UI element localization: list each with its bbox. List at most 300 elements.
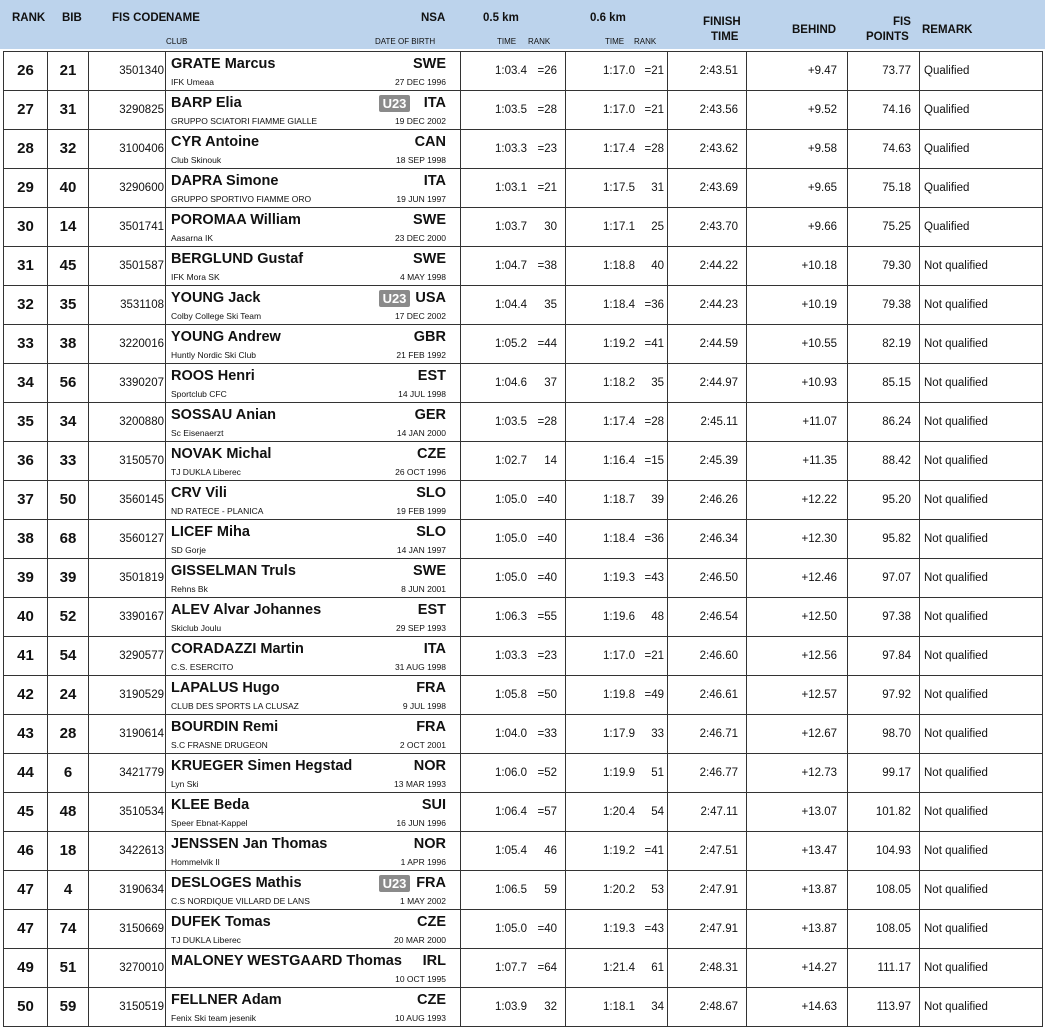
rank-cell: 40 [4,598,48,636]
table-row [3,286,1043,325]
column-divider [919,598,920,636]
split1-time: 1:05.8 [495,689,527,701]
column-divider [746,676,747,714]
column-divider [565,559,566,597]
bib-cell: 48 [48,793,89,831]
bib-cell: 28 [48,715,89,753]
club-name: Lyn Ski [171,779,199,789]
athlete-name: CYR Antoine [171,134,260,150]
finish-time: 2:47.11 [700,806,738,818]
table-row [3,247,1043,286]
split1-rank: 35 [544,299,557,311]
club-name: SD Gorje [171,545,206,555]
header-split2-rank: RANK [634,37,657,46]
u23-badge: U23 [379,95,410,112]
fis-points: 97.38 [882,611,911,623]
column-divider [460,364,461,402]
split1-time: 1:04.7 [495,260,527,272]
rank-cell: 27 [4,91,48,129]
nsa-code: EST [417,602,446,618]
fis-points: 97.92 [882,689,911,701]
split1-time: 1:03.3 [495,143,527,155]
split1-rank: =28 [537,416,557,428]
bib-cell: 24 [48,676,89,714]
split1-rank: 30 [544,221,557,233]
column-divider [746,871,747,909]
rank-cell: 46 [4,832,48,870]
split2-rank: =15 [644,455,664,467]
column-divider [565,364,566,402]
behind-time: +10.18 [801,260,837,272]
nsa-code: ITA [423,95,446,111]
column-divider [460,481,461,519]
fis-points: 95.82 [882,533,911,545]
split2-time: 1:20.4 [603,806,635,818]
finish-time: 2:45.11 [700,416,738,428]
table-row [3,520,1043,559]
nsa-code: NOR [413,836,446,852]
table-row [3,598,1043,637]
column-divider [460,169,461,207]
split1-time: 1:05.2 [495,338,527,350]
finish-time: 2:44.59 [699,338,738,350]
split1-time: 1:05.4 [495,845,527,857]
club-name: IFK Umeaa [171,77,214,87]
behind-time: +13.87 [801,923,837,935]
behind-time: +9.47 [807,65,837,77]
fis-points: 97.07 [882,572,911,584]
rank-cell: 26 [4,52,48,90]
table-row [3,832,1043,871]
nsa-code: CZE [417,992,446,1008]
column-divider [165,715,166,753]
club-name: ND RATECE - PLANICA [171,506,264,516]
column-divider [165,988,166,1026]
column-divider [565,325,566,363]
column-divider [919,832,920,870]
behind-time: +12.67 [801,728,837,740]
club-name: Hommelvik Il [171,857,220,867]
column-divider [460,910,461,948]
split1-rank: 59 [544,884,557,896]
column-divider [565,208,566,246]
header-split2-time: TIME [605,37,625,46]
bib-cell: 45 [48,247,89,285]
table-header [0,0,1045,49]
column-divider [746,325,747,363]
nsa-code: CZE [417,914,446,930]
fis-code-cell: 3421779 [119,767,164,779]
column-divider [746,52,747,90]
split1-rank: =55 [537,611,557,623]
fis-points: 74.63 [882,143,911,155]
date-of-birth: 31 AUG 1998 [394,662,446,672]
date-of-birth: 4 MAY 1998 [400,272,446,282]
rank-cell: 45 [4,793,48,831]
fis-points: 111.17 [877,962,911,974]
finish-time: 2:46.61 [699,689,738,701]
column-divider [919,52,920,90]
table-row [3,403,1043,442]
athlete-name: GISSELMAN Truls [171,563,296,579]
column-divider [460,442,461,480]
nsa-code: SLO [416,524,446,540]
bib-cell: 21 [48,52,89,90]
results-table [3,51,1043,1027]
column-divider [919,364,920,402]
finish-time: 2:46.26 [699,494,738,506]
date-of-birth: 27 DEC 1996 [394,77,446,87]
column-divider [919,403,920,441]
column-divider [165,520,166,558]
finish-time: 2:43.69 [699,182,738,194]
remark: Qualified [924,182,970,194]
date-of-birth: 16 JUN 1996 [396,818,446,828]
column-divider [165,871,166,909]
u23-badge: U23 [379,875,410,892]
column-divider [919,442,920,480]
split1-time: 1:03.5 [495,416,527,428]
nsa-code: SWE [412,563,446,579]
column-divider [165,208,166,246]
date-of-birth: 18 SEP 1998 [396,155,446,165]
club-name: Club Skinouk [171,155,222,165]
fis-code-cell: 3290825 [119,104,164,116]
remark: Not qualified [924,572,988,584]
split2-time: 1:17.4 [603,416,635,428]
column-divider [165,91,166,129]
nsa-code: IRL [422,953,446,969]
column-divider [565,52,566,90]
fis-points: 75.25 [882,221,911,233]
nsa-code: NOR [413,758,446,774]
split1-rank: 37 [544,377,557,389]
split1-time: 1:06.4 [495,806,527,818]
remark: Not qualified [924,377,988,389]
fis-points: 95.20 [882,494,911,506]
column-divider [919,247,920,285]
column-divider [165,793,166,831]
club-name: Speer Ebnat-Kappel [171,818,248,828]
header-split1-rank: RANK [528,37,551,46]
table-row [3,481,1043,520]
bib-cell: 56 [48,364,89,402]
column-divider [746,286,747,324]
nsa-code: ITA [423,641,446,657]
column-divider [165,754,166,792]
remark: Qualified [924,65,970,77]
split1-time: 1:06.0 [495,767,527,779]
split2-time: 1:18.4 [603,533,635,545]
header-bib: BIB [62,12,82,24]
table-row [3,51,1043,91]
table-row [3,988,1043,1027]
date-of-birth: 10 AUG 1993 [394,1013,446,1023]
split2-time: 1:18.4 [603,299,635,311]
table-row [3,130,1043,169]
split2-time: 1:19.2 [603,845,635,857]
split2-time: 1:17.1 [603,221,635,233]
date-of-birth: 17 DEC 2002 [394,311,446,321]
column-divider [565,910,566,948]
nsa-code: USA [415,290,446,306]
table-row [3,169,1043,208]
fis-code-cell: 3560145 [119,494,164,506]
behind-time: +10.93 [801,377,837,389]
column-divider [460,832,461,870]
finish-time: 2:43.70 [699,221,738,233]
column-divider [919,754,920,792]
athlete-name: YOUNG Jack [171,290,261,306]
behind-time: +9.66 [807,221,837,233]
athlete-name: BOURDIN Remi [171,719,279,735]
rank-cell: 32 [4,286,48,324]
athlete-name: JENSSEN Jan Thomas [171,836,328,852]
rank-cell: 30 [4,208,48,246]
nsa-code: SWE [412,251,446,267]
remark: Not qualified [924,962,988,974]
rank-cell: 42 [4,676,48,714]
split2-time: 1:19.2 [603,338,635,350]
rank-cell: 50 [4,988,48,1026]
split2-rank: 54 [651,806,664,818]
split1-time: 1:03.4 [495,65,527,77]
remark: Not qualified [924,923,988,935]
column-divider [565,637,566,675]
header-dob: DATE OF BIRTH [375,37,436,46]
fis-points: 101.82 [875,806,911,818]
behind-time: +12.57 [801,689,837,701]
athlete-name: ROOS Henri [171,368,255,384]
fis-code-cell: 3150519 [119,1001,164,1013]
split2-time: 1:19.6 [603,611,635,623]
column-divider [919,793,920,831]
fis-points: 88.42 [882,455,911,467]
column-divider [460,520,461,558]
behind-time: +13.47 [801,845,837,857]
behind-time: +13.87 [801,884,837,896]
split2-rank: 61 [651,962,664,974]
finish-time: 2:46.34 [699,533,738,545]
column-divider [919,169,920,207]
column-divider [565,286,566,324]
column-divider [565,91,566,129]
nsa-code: FRA [416,680,446,696]
column-divider [746,442,747,480]
club-name: C.S. ESERCITO [171,662,234,672]
athlete-name: BERGLUND Gustaf [171,251,304,267]
split1-time: 1:05.0 [495,494,527,506]
column-divider [460,676,461,714]
column-divider [746,832,747,870]
date-of-birth: 29 SEP 1993 [396,623,446,633]
remark: Not qualified [924,767,988,779]
column-divider [460,208,461,246]
remark: Qualified [924,143,970,155]
nsa-code: ITA [423,173,446,189]
column-divider [746,91,747,129]
table-row [3,325,1043,364]
column-divider [919,637,920,675]
bib-cell: 40 [48,169,89,207]
split1-time: 1:02.7 [495,455,527,467]
behind-time: +14.27 [801,962,837,974]
behind-time: +10.55 [801,338,837,350]
date-of-birth: 19 DEC 2002 [394,116,446,126]
column-divider [919,988,920,1026]
fis-points: 108.05 [875,884,911,896]
column-divider [565,793,566,831]
fis-points: 85.15 [882,377,911,389]
column-divider [565,130,566,168]
split1-rank: =21 [537,182,557,194]
athlete-name: BARP Elia [171,95,242,111]
club-name: Rehns Bk [171,584,208,594]
column-divider [165,169,166,207]
rank-cell: 37 [4,481,48,519]
split2-time: 1:17.9 [603,728,635,740]
remark: Not qualified [924,650,988,662]
split1-time: 1:03.9 [495,1001,527,1013]
date-of-birth: 13 MAR 1993 [394,779,446,789]
nsa-code: FRA [416,719,446,735]
header-finish-time: TIME [711,31,739,43]
athlete-name: POROMAA William [171,212,301,228]
split2-time: 1:17.0 [603,650,635,662]
bib-cell: 34 [48,403,89,441]
fis-code-cell: 3270010 [119,962,164,974]
athlete-name: CRV Vili [171,485,227,501]
fis-code-cell: 3501340 [119,65,164,77]
fis-points: 104.93 [875,845,911,857]
column-divider [460,871,461,909]
column-divider [919,481,920,519]
split1-rank: 32 [544,1001,557,1013]
split1-time: 1:03.7 [495,221,527,233]
header-club: CLUB [166,37,188,46]
behind-time: +9.65 [807,182,837,194]
split2-rank: 34 [651,1001,664,1013]
rank-cell: 41 [4,637,48,675]
fis-code-cell: 3190614 [119,728,164,740]
bib-cell: 74 [48,910,89,948]
fis-points: 75.18 [882,182,911,194]
fis-points: 79.38 [882,299,911,311]
date-of-birth: 1 MAY 2002 [400,896,446,906]
table-row [3,364,1043,403]
finish-time: 2:46.54 [699,611,738,623]
finish-time: 2:43.62 [699,143,738,155]
table-row [3,793,1043,832]
split1-rank: =26 [537,65,557,77]
column-divider [746,988,747,1026]
column-divider [565,169,566,207]
column-divider [460,130,461,168]
bib-cell: 14 [48,208,89,246]
table-row [3,91,1043,130]
column-divider [460,715,461,753]
athlete-name: KRUEGER Simen Hegstad [171,758,353,774]
split1-rank: =40 [537,494,557,506]
column-divider [746,481,747,519]
column-divider [919,871,920,909]
nsa-code: SWE [412,56,446,72]
fis-code-cell: 3501587 [119,260,164,272]
athlete-name: SOSSAU Anian [171,407,277,423]
split2-time: 1:19.9 [603,767,635,779]
column-divider [460,91,461,129]
remark: Not qualified [924,884,988,896]
athlete-name: DUFEK Tomas [171,914,271,930]
split1-time: 1:05.0 [495,572,527,584]
split2-rank: =21 [644,104,664,116]
split1-rank: =23 [537,650,557,662]
behind-time: +12.73 [801,767,837,779]
table-row [3,949,1043,988]
fis-points: 99.17 [882,767,911,779]
column-divider [919,325,920,363]
header-split1: 0.5 km [483,12,519,24]
rank-cell: 43 [4,715,48,753]
table-row [3,208,1043,247]
column-divider [919,91,920,129]
athlete-name: YOUNG Andrew [171,329,281,345]
date-of-birth: 14 JAN 1997 [396,545,446,555]
column-divider [919,910,920,948]
remark: Qualified [924,104,970,116]
table-row [3,871,1043,910]
column-divider [565,988,566,1026]
table-row [3,559,1043,598]
fis-code-cell: 3190529 [119,689,164,701]
column-divider [565,676,566,714]
remark: Not qualified [924,260,988,272]
club-name: GRUPPO SPORTIVO FIAMME ORO [171,194,312,204]
split2-time: 1:17.4 [603,143,635,155]
bib-cell: 68 [48,520,89,558]
split2-rank: 35 [651,377,664,389]
fis-code-cell: 3510534 [119,806,164,818]
table-row [3,715,1043,754]
column-divider [746,559,747,597]
remark: Not qualified [924,611,988,623]
rank-cell: 28 [4,130,48,168]
split1-time: 1:05.0 [495,533,527,545]
split1-time: 1:03.3 [495,650,527,662]
club-name: CLUB DES SPORTS LA CLUSAZ [171,701,299,711]
club-name: S.C FRASNE DRUGEON [171,740,268,750]
fis-code-cell: 3220016 [119,338,164,350]
column-divider [165,52,166,90]
remark: Qualified [924,221,970,233]
column-divider [165,637,166,675]
split2-time: 1:21.4 [603,962,635,974]
remark: Not qualified [924,845,988,857]
behind-time: +12.56 [801,650,837,662]
split1-rank: =23 [537,143,557,155]
split1-rank: 46 [544,845,557,857]
rank-cell: 47 [4,871,48,909]
fis-points: 79.30 [882,260,911,272]
behind-time: +9.58 [807,143,837,155]
split2-time: 1:18.1 [603,1001,635,1013]
nsa-code: GER [414,407,446,423]
header-finish: FINISH [703,16,741,28]
fis-code-cell: 3501819 [119,572,164,584]
split1-rank: =57 [537,806,557,818]
split2-rank: =49 [644,689,664,701]
club-name: Skiclub Joulu [171,623,222,633]
